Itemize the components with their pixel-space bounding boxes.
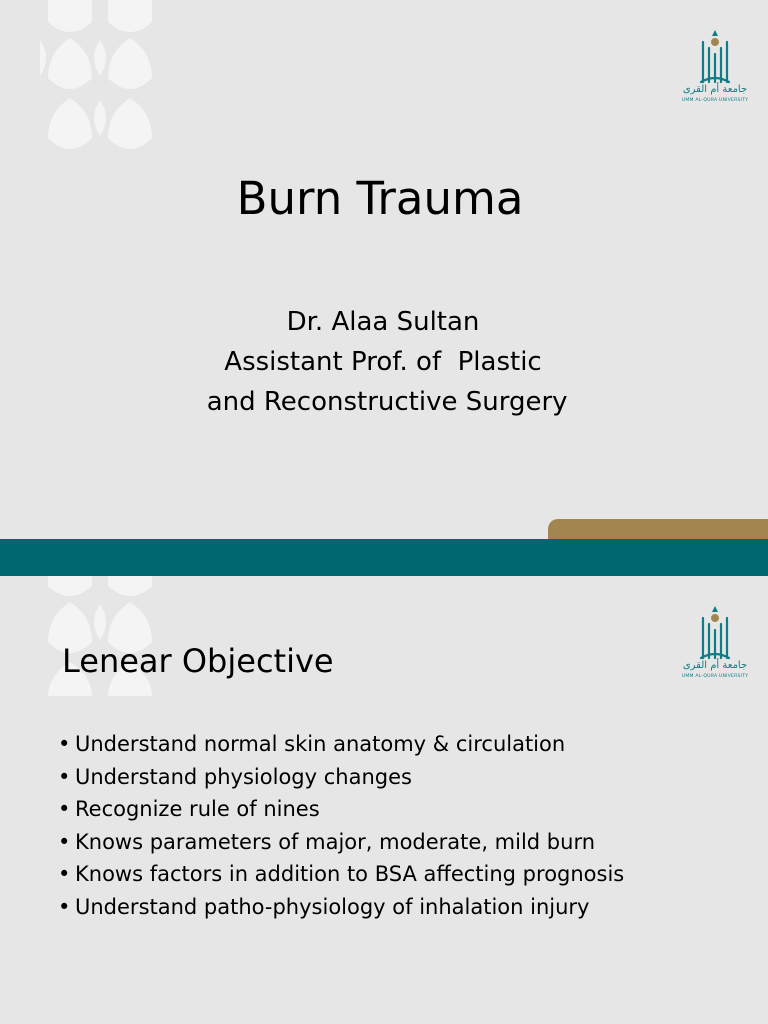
list-item-text: Understand patho-physiology of inhalation injury [75, 894, 590, 919]
list-item [58, 793, 624, 826]
list-item [58, 826, 624, 859]
bullet-icon: • [58, 862, 71, 886]
university-logo-icon [675, 28, 755, 84]
presenter-role-line-1: Assistant Prof. of Plastic [224, 347, 542, 377]
logo-english-text: UMM AL-QURA UNIVERSITY [681, 98, 749, 103]
list-item-text: Recognize rule of nines [75, 797, 320, 821]
lattice-pattern [40, 0, 160, 160]
list-item-text: Understand physiology changes [75, 764, 412, 789]
university-logo [675, 604, 755, 686]
bullet-icon: • [58, 764, 71, 789]
list-item [58, 761, 624, 794]
list-item-text: Knows parameters of major, moderate, mild burn [75, 829, 596, 854]
objectives-list [58, 728, 624, 923]
list-item [58, 728, 624, 761]
presenter-name: Dr. Alaa Sultan [286, 307, 480, 337]
bullet-icon: • [58, 732, 71, 756]
bullet-icon: • [58, 797, 71, 821]
university-logo [675, 28, 755, 110]
list-item [58, 891, 624, 924]
teal-divider-band [0, 539, 768, 576]
university-logo-icon [675, 604, 755, 660]
list-item-text: Understand normal skin anatomy & circulation [75, 732, 566, 756]
presenter-role-line-2: and Reconstructive Surgery [198, 387, 568, 417]
logo-arabic-text: جامعة أم القرى [682, 660, 748, 671]
logo-arabic-text: جامعة أم القرى [682, 84, 748, 95]
list-item-text: Knows factors in addition to BSA affecting prognosis [75, 862, 625, 886]
slide-subtitle [0, 302, 766, 422]
list-item [58, 858, 624, 891]
slide-title: Burn Trauma [236, 172, 524, 225]
bullet-icon: • [58, 829, 71, 854]
objectives-heading: Lenear Objective [62, 642, 334, 680]
logo-english-text: UMM AL-QURA UNIVERSITY [681, 674, 749, 679]
bullet-icon: • [58, 894, 71, 919]
